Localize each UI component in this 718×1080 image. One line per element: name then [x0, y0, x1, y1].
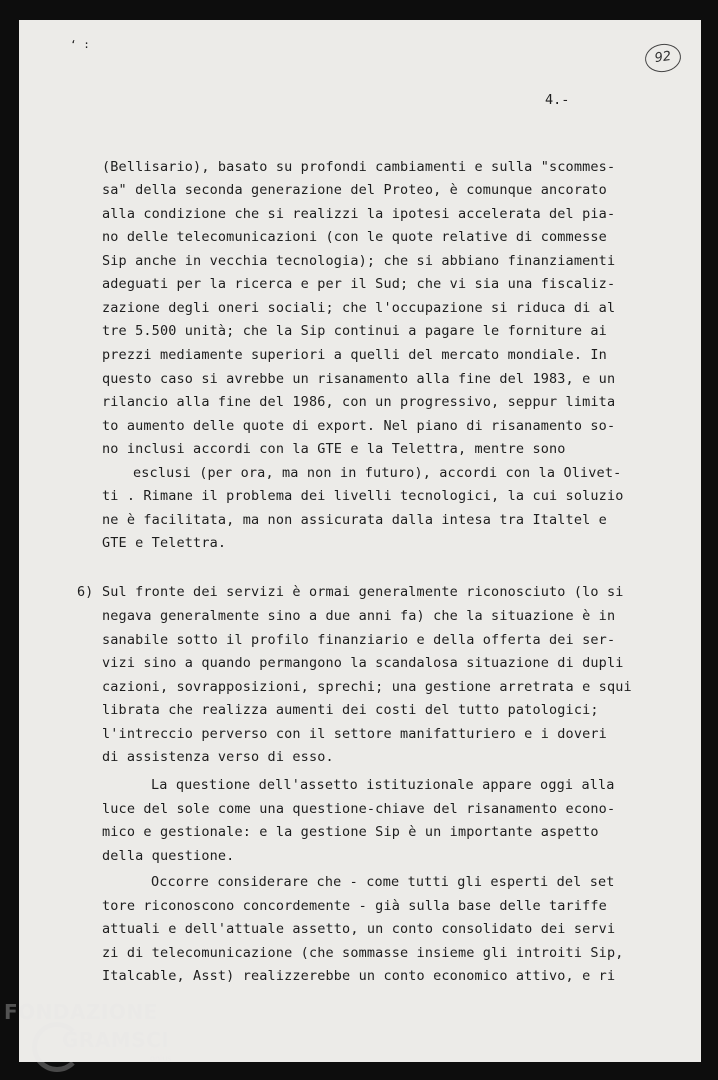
text-line: di assistenza verso di esso. — [102, 749, 334, 765]
text-line: cazioni, sovrapposizioni, sprechi; una gestione arretrata e squi — [102, 679, 632, 695]
text-line: zazione degli oneri sociali; che l'occupazione si riduca di al — [102, 300, 616, 316]
text-line: vizi sino a quando permangono la scandalosa situazione di dupli — [102, 655, 624, 671]
text-line: sanabile sotto il profilo finanziario e della offerta dei ser- — [102, 632, 616, 648]
text-line: zi di telecomunicazione (che sommasse insieme gli introiti Sip, — [102, 945, 624, 961]
text-line: Sul fronte dei servizi è ormai generalmente riconosciuto (lo si — [102, 584, 624, 600]
text-line: luce del sole come una questione-chiave del risanamento econo- — [102, 801, 616, 817]
text-line: adeguati per la ricerca e per il Sud; che vi sia una fiscaliz- — [102, 276, 616, 292]
text-line: questo caso si avrebbe un risanamento alla fine del 1983, e un — [102, 371, 616, 387]
text-line: librata che realizza aumenti dei costi del tutto patologici; — [102, 702, 599, 718]
text-line: tre 5.500 unità; che la Sip continui a pagare le forniture ai — [102, 323, 607, 339]
text-line: mico e gestionale: e la gestione Sip è un importante aspetto — [102, 824, 599, 840]
text-line: no inclusi accordi con la GTE e la Telettra, mentre sono — [102, 441, 566, 457]
text-line: ne è facilitata, ma non assicurata dalla intesa tra Italtel e — [102, 512, 607, 528]
text-line: La questione dell'assetto istituzionale appare oggi alla — [151, 777, 615, 793]
watermark-line1: FONDAZIONE — [4, 1000, 158, 1024]
text-line: tore riconoscono concordemente - già sulla base delle tariffe — [102, 898, 607, 914]
text-line: to aumento delle quote di export. Nel piano di risanamento so- — [102, 418, 616, 434]
corner-mark: ‘ : — [70, 38, 90, 51]
watermark-line2: GRAMSCI — [62, 1028, 170, 1052]
text-line: no delle telecomunicazioni (con le quote relative di commesse — [102, 229, 607, 245]
text-line: negava generalmente sino a due anni fa) che la situazione è in — [102, 608, 616, 624]
watermark-line3: onlus — [150, 1054, 172, 1063]
text-line: ti . Rimane il problema dei livelli tecnologici, la cui soluzio — [102, 488, 624, 504]
page-number: 4.- — [545, 92, 570, 108]
text-line: della questione. — [102, 848, 235, 864]
text-line: Sip anche in vecchia tecnologia); che si abbiano finanziamenti — [102, 253, 616, 269]
text-line: Italcable, Asst) realizzerebbe un conto economico attivo, e ri — [102, 968, 616, 984]
text-line: esclusi (per ora, ma non in futuro), accordi con la Olivet- — [133, 465, 622, 481]
text-line: l'intreccio perverso con il settore manifatturiero e i doveri — [102, 726, 607, 742]
item-marker: 6) — [77, 584, 94, 600]
text-line: attuali e dell'attuale assetto, un conto consolidato dei servi — [102, 921, 616, 937]
watermark-logo — [4, 1000, 184, 1080]
text-line: sa" della seconda generazione del Proteo, è comunque ancorato — [102, 182, 607, 198]
text-line: rilancio alla fine del 1986, con un progressivo, seppur limita — [102, 394, 616, 410]
text-line: alla condizione che si realizzi la ipotesi accelerata del pia- — [102, 206, 616, 222]
archive-stamp: 92 — [643, 42, 683, 75]
text-line: Occorre considerare che - come tutti gli esperti del set — [151, 874, 615, 890]
text-line: (Bellisario), basato su profondi cambiamenti e sulla "scommes- — [102, 159, 616, 175]
text-line: prezzi mediamente superiori a quelli del mercato mondiale. In — [102, 347, 607, 363]
text-line: GTE e Telettra. — [102, 535, 227, 551]
